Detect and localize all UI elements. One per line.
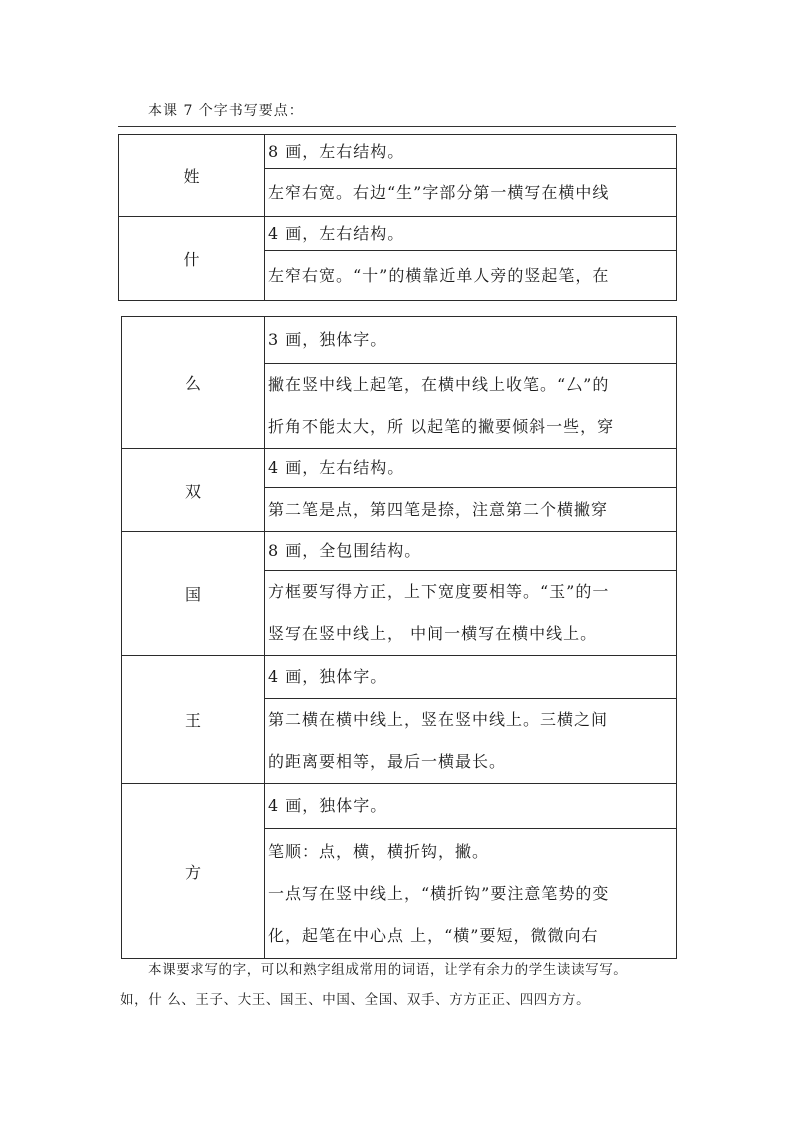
tip-line: 方框要写得方正，上下宽度要相等。“玉”的一: [268, 582, 610, 601]
table-row: [122, 449, 677, 488]
tip-line: 第二笔是点，第四笔是捺，注意第二个横撇穿: [268, 499, 609, 519]
stroke-info-cell: 4 画，独体字。: [265, 656, 677, 699]
character-cell: 么: [122, 317, 265, 449]
writing-points-table-1: [118, 134, 677, 301]
tip-line: 左窄右宽。右边“生”字部分第一横写在横中线: [268, 182, 610, 202]
stroke-info-cell: 3 画，独体字。: [265, 317, 677, 364]
table-row: [122, 532, 677, 571]
stroke-info-cell: 8 画，全包围结构。: [265, 532, 677, 571]
character-cell: 什: [119, 217, 265, 301]
tip-line: 的距离要相等，最后一横最长。: [268, 752, 507, 771]
writing-tips-cell: [265, 169, 677, 217]
character-cell: 王: [122, 656, 265, 784]
table-row: [122, 656, 677, 699]
footer-note-line-2: 如，什 么、王子、大王、国王、中国、全国、双手、方方正正、四四方方。: [120, 992, 591, 1008]
tip-line: 笔顺：点，横，横折钩，撇。: [268, 841, 490, 861]
writing-tips-cell: [265, 699, 677, 784]
character-cell: 姓: [119, 135, 265, 217]
footer-note-line-1: 本课要求写的字，可以和熟字组成常用的词语，让学有余力的学生读读写写。: [148, 962, 628, 978]
writing-tips-cell: [265, 571, 677, 656]
tip-line: 一点写在竖中线上，“横折钩”要注意笔势的变: [268, 883, 610, 903]
stroke-info-cell: 8 画，左右结构。: [265, 135, 677, 169]
character-cell: 双: [122, 449, 265, 532]
tip-line: 左窄右宽。“十”的横靠近单人旁的竖起笔，在: [268, 265, 610, 285]
writing-tips-cell: [265, 364, 677, 449]
writing-tips-cell: [265, 251, 677, 301]
heading-rule: [118, 126, 676, 127]
tip-line: 化，起笔在中心点 上，“横”要短，微微向右: [268, 925, 599, 945]
table-row: [119, 135, 677, 169]
stroke-info-cell: 4 画，左右结构。: [265, 449, 677, 488]
writing-points-table-2: [121, 316, 677, 959]
character-cell: 国: [122, 532, 265, 656]
table-row: [122, 317, 677, 364]
character-cell: 方: [122, 784, 265, 959]
writing-tips-cell: [265, 829, 677, 959]
stroke-info-cell: 4 画，独体字。: [265, 784, 677, 829]
tip-line: 折角不能太大，所 以起笔的撇要倾斜一些，穿: [268, 417, 615, 436]
table-row: [119, 217, 677, 251]
table-row: [122, 784, 677, 829]
tip-line: 撇在竖中线上起笔，在横中线上收笔。“厶”的: [268, 375, 610, 394]
writing-tips-cell: [265, 488, 677, 532]
tip-line: 竖写在竖中线上， 中间一横写在横中线上。: [268, 624, 598, 643]
stroke-info-cell: 4 画，左右结构。: [265, 217, 677, 251]
section-heading: 本课 7 个字书写要点：: [148, 103, 304, 119]
tip-line: 第二横在横中线上，竖在竖中线上。三横之间: [268, 710, 609, 729]
